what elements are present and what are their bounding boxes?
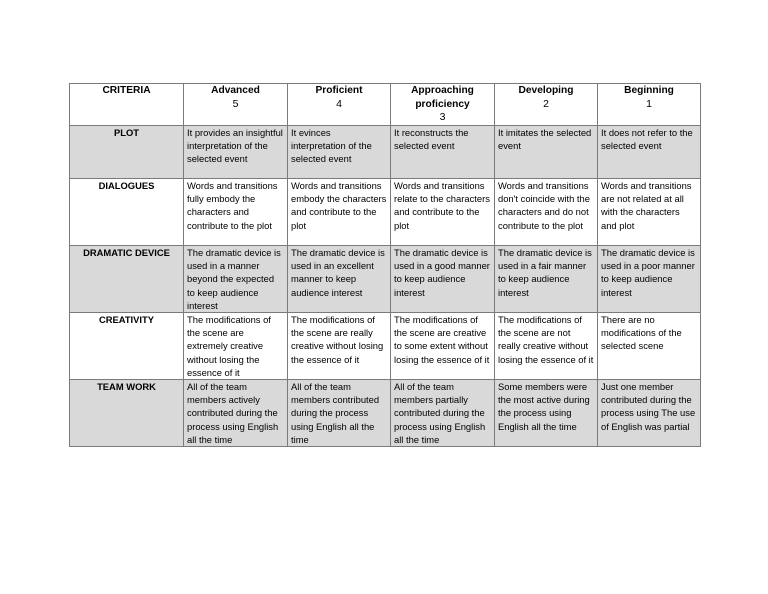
level-header-approaching: [391, 84, 495, 126]
criterion-label: TEAM WORK: [70, 380, 184, 447]
rubric-row-team-work: [70, 380, 701, 447]
level-label: Approaching: [411, 85, 474, 96]
rubric-row-creativity: [70, 313, 701, 380]
level-label: Beginning: [624, 85, 674, 96]
rubric-cell: Words and transitions don't coincide with the characters and do not contribute to the plot: [495, 179, 598, 246]
level-label: Proficient: [315, 85, 363, 96]
rubric-cell: There are no modifications of the selected scene: [598, 313, 701, 380]
rubric-cell: It provides an insightful interpretation of the selected event: [184, 126, 288, 179]
rubric-row-plot: [70, 126, 701, 179]
criteria-header: [70, 84, 184, 126]
rubric-cell: The modifications of the scene are extremely creative without losing the essence of it: [184, 313, 288, 380]
rubric-cell: It does not refer to the selected event: [598, 126, 701, 179]
rubric-cell: The modifications of the scene are really creative without losing the essence of it: [288, 313, 391, 380]
rubric-cell: Words and transitions embody the characters and contribute to the plot: [288, 179, 391, 246]
rubric-cell: The dramatic device is used in a manner beyond the expected to keep audience interest: [184, 246, 288, 313]
level-score: 2: [543, 97, 549, 110]
rubric-table: [69, 83, 701, 447]
level-label: Developing: [518, 85, 574, 96]
level-score: 1: [646, 97, 652, 110]
level-header-proficient: [288, 84, 391, 126]
rubric-cell: The dramatic device is used in a poor manner to keep audience interest: [598, 246, 701, 313]
rubric-cell: Just one member contributed during the process using The use of English was partial: [598, 380, 701, 447]
rubric-cell: It imitates the selected event: [495, 126, 598, 179]
rubric-cell: Words and transitions are not related at all with the characters and plot: [598, 179, 701, 246]
rubric-cell: All of the team members partially contributed during the process using English all the time: [391, 380, 495, 447]
criterion-label: DIALOGUES: [70, 179, 184, 246]
rubric-cell: Words and transitions relate to the characters and contribute to the plot: [391, 179, 495, 246]
level-score: 5: [232, 97, 239, 110]
rubric-row-dramatic-device: [70, 246, 701, 313]
level-header-advanced: [184, 84, 288, 126]
level-label-line2: proficiency: [415, 98, 470, 110]
rubric-cell: The dramatic device is used in a fair manner to keep audience interest: [495, 246, 598, 313]
level-header-developing: [495, 84, 598, 126]
criterion-label: DRAMATIC DEVICE: [70, 246, 184, 313]
rubric-cell: The dramatic device is used in a good manner to keep audience interest: [391, 246, 495, 313]
rubric-cell: It reconstructs the selected event: [391, 126, 495, 179]
rubric-cell: Some members were the most active during the process using English all the time: [495, 380, 598, 447]
criterion-label: PLOT: [70, 126, 184, 179]
rubric-cell: All of the team members contributed during the process using English all the time: [288, 380, 391, 447]
rubric-cell: All of the team members actively contributed during the process using English all the time: [184, 380, 288, 447]
rubric-row-dialogues: [70, 179, 701, 246]
rubric-cell: Words and transitions fully embody the characters and contribute to the plot: [184, 179, 288, 246]
rubric-cell: The dramatic device is used in an excellent manner to keep audience interest: [288, 246, 391, 313]
criterion-label: CREATIVITY: [70, 313, 184, 380]
header-row: [70, 84, 701, 126]
level-label: Advanced: [211, 85, 260, 96]
rubric-cell: The modifications of the scene are not really creative without losing the essence of it: [495, 313, 598, 380]
rubric-cell: The modifications of the scene are creative to some extent without losing the essence of it: [391, 313, 495, 380]
rubric-cell: It evinces interpretation of the selected event: [288, 126, 391, 179]
level-score: 4: [336, 97, 342, 110]
level-score: 3: [439, 111, 446, 123]
level-header-beginning: [598, 84, 701, 126]
criteria-header-label: CRITERIA: [102, 85, 151, 96]
